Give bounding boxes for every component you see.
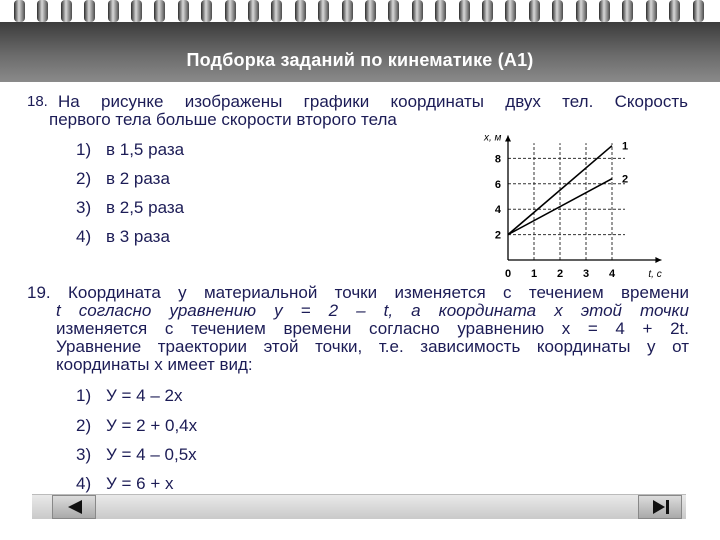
binder-ring [576,0,587,22]
last-slide-button[interactable] [638,495,682,519]
x-tick-label: 2 [556,268,564,280]
q18-option-3[interactable] [76,198,184,218]
q19-option-2[interactable] [76,416,197,436]
x-tick-label: 0 [504,268,512,280]
binder-ring [342,0,353,22]
y-tick-label: 2 [494,229,501,242]
binder-ring [61,0,72,22]
q18-number: 18. [27,93,48,110]
q18-text-line2: первого тела больше скорости второго тела [49,110,397,129]
q19-text-line2: t согласно уравнению y = 2 – t, а координата x этой точки [56,301,689,320]
option-text: У = 4 – 2х [106,386,183,405]
q18-option-1[interactable] [76,140,184,160]
option-text: в 2,5 раза [106,198,185,217]
title-bar [0,22,720,82]
series-label-2: 2 [622,173,629,186]
binder-ring [552,0,563,22]
x-tick-label: 1 [530,268,538,280]
x-tick-label: 3 [582,268,590,280]
binder-ring [84,0,95,22]
option-text: в 3 раза [106,227,170,246]
q19-option-1[interactable] [76,386,182,406]
binder-ring [201,0,212,22]
binder-ring [318,0,329,22]
y-tick-label: 4 [494,204,501,217]
binder-ring [669,0,680,22]
y-tick-label: 8 [494,153,501,166]
binder-ring [178,0,189,22]
binder-ring [295,0,306,22]
x-axis-arrow [655,257,661,263]
y-axis-label: x, м [484,132,502,144]
option-number: 4) [76,474,92,493]
binder-ring [435,0,446,22]
option-number: 2) [76,169,92,188]
binder-ring [37,0,48,22]
binder-ring [365,0,376,22]
binder-ring [505,0,516,22]
option-text: У = 4 – 0,5х [106,445,197,464]
option-number: 3) [76,445,92,464]
binder-ring [459,0,470,22]
option-number: 1) [76,140,92,159]
option-number: 2) [76,416,92,435]
y-axis-arrow [505,136,511,142]
q18-option-2[interactable] [76,169,170,189]
x-axis-label: t, с [648,269,662,280]
binder-ring [14,0,25,22]
slide-title: Подборка заданий по кинематике (А1) [186,50,534,70]
binder-ring [225,0,236,22]
binder-ring [248,0,259,22]
binder-ring [108,0,119,22]
binder-ring [271,0,282,22]
q19-option-4[interactable] [76,474,174,494]
binder-ring [412,0,423,22]
triangle-left-icon [64,499,86,515]
x-tick-label: 4 [608,268,616,280]
option-text: в 2 раза [106,169,170,188]
binder-ring [482,0,493,22]
coordinate-time-graph [478,124,678,286]
q18-option-4[interactable] [76,227,170,247]
binder-ring [693,0,704,22]
option-number: 4) [76,227,92,246]
option-number: 3) [76,198,92,217]
slide-navigation-bar [32,494,686,519]
q19-text-line4: Уравнение траектории этой точки, т.е. зависимость координаты y от [56,337,689,356]
binder-ring [388,0,399,22]
y-tick-label: 6 [494,178,501,191]
binder-ring [529,0,540,22]
q19-text-line3: изменяется с течением времени согласно уравнению x = 4 + 2t. [56,319,689,338]
q19-option-3[interactable] [76,445,197,465]
option-text: У = 6 + х [106,474,174,493]
option-number: 1) [76,386,92,405]
q18-text-line1: На рисунке изображены графики координаты двух тел. Скорость [58,92,688,111]
option-text: У = 2 + 0,4х [106,416,198,435]
binder-ring [646,0,657,22]
binder-ring [622,0,633,22]
binder-ring [599,0,610,22]
binder-ring [131,0,142,22]
series-label-1: 1 [622,140,629,153]
skip-next-icon [650,499,672,515]
option-text: в 1,5 раза [106,140,185,159]
q19-text-line1: 19. Координата y материальной точки изменяется с течением времени [27,283,689,302]
q19-text-line5: координаты x имеет вид: [56,355,253,374]
binder-ring [154,0,165,22]
binder-rings [0,0,720,24]
previous-slide-button[interactable] [52,495,96,519]
